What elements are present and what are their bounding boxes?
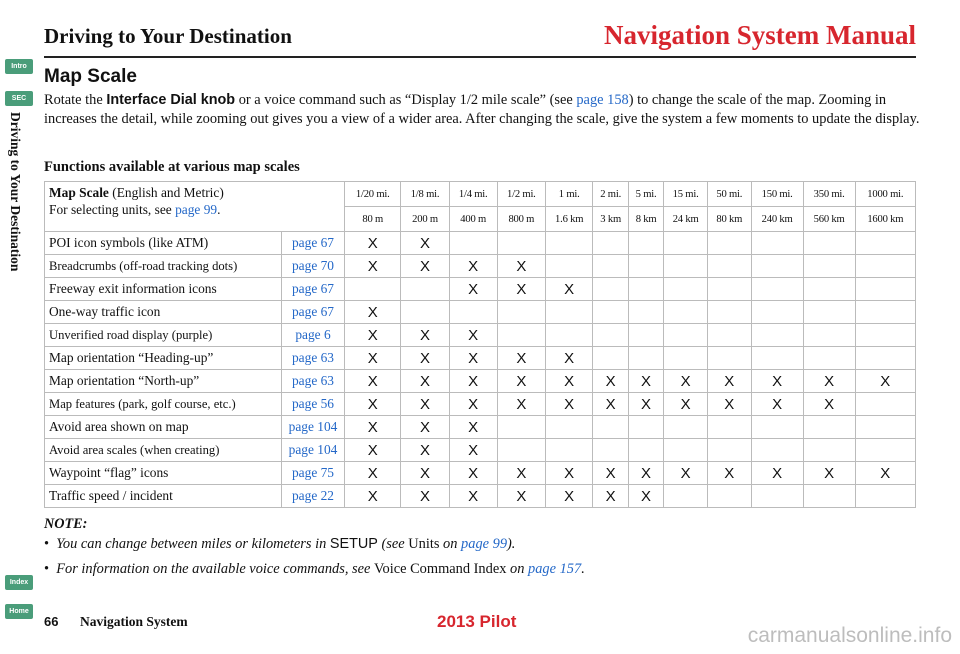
scale-metric-0: 80 m (345, 207, 401, 232)
scale-mark: X (401, 462, 449, 485)
scale-mark (401, 301, 449, 324)
manual-title: Navigation System Manual (603, 20, 916, 50)
scale-mark: X (545, 462, 593, 485)
scale-mark: X (803, 393, 855, 416)
scale-mark: X (497, 393, 545, 416)
scale-mark: X (449, 416, 497, 439)
scale-english-6: 5 mi. (628, 182, 663, 207)
table-row (45, 439, 916, 462)
scale-mark: X (545, 347, 593, 370)
scale-mark (855, 485, 915, 508)
page-link[interactable]: page 104 (282, 416, 345, 439)
scale-mark (751, 485, 803, 508)
scale-mark (545, 439, 593, 462)
scale-mark (593, 278, 628, 301)
scale-metric-1: 200 m (401, 207, 449, 232)
scale-mark (664, 347, 708, 370)
scale-mark (497, 324, 545, 347)
table-row (45, 485, 916, 508)
scale-mark: X (345, 324, 401, 347)
scale-mark: X (664, 370, 708, 393)
scale-mark: X (345, 301, 401, 324)
scale-mark (545, 255, 593, 278)
scale-mark (803, 301, 855, 324)
scale-mark: X (401, 347, 449, 370)
tab-intro[interactable]: Intro (5, 59, 33, 74)
scale-mark: X (707, 370, 751, 393)
scale-mark: X (449, 370, 497, 393)
scale-mark (855, 301, 915, 324)
scale-mark: X (449, 462, 497, 485)
note-label: NOTE: (44, 516, 88, 532)
scale-mark: X (401, 255, 449, 278)
scale-mark (855, 324, 915, 347)
scale-mark (628, 255, 663, 278)
scale-mark (855, 232, 915, 255)
scale-mark: X (664, 393, 708, 416)
scale-mark: X (497, 462, 545, 485)
section-title: Map Scale (44, 66, 137, 87)
page-link[interactable]: page 67 (282, 232, 345, 255)
scale-mark (664, 416, 708, 439)
scale-mark: X (497, 278, 545, 301)
page-158-link[interactable]: page 158 (576, 92, 629, 108)
scale-english-2: 1/4 mi. (449, 182, 497, 207)
scale-mark (751, 416, 803, 439)
scale-mark: X (345, 462, 401, 485)
map-scale-header: Map Scale (English and Metric) For selecting units, see page 99. (45, 182, 345, 232)
scale-mark: X (545, 370, 593, 393)
scale-mark: X (707, 393, 751, 416)
scale-english-4: 1 mi. (545, 182, 593, 207)
scale-mark (449, 232, 497, 255)
scale-mark (707, 485, 751, 508)
scale-mark (803, 232, 855, 255)
units-page-link[interactable]: page 99 (175, 202, 218, 217)
scale-mark (803, 324, 855, 347)
scale-mark: X (593, 393, 628, 416)
scale-mark (855, 416, 915, 439)
scale-mark: X (449, 393, 497, 416)
scale-mark: X (345, 416, 401, 439)
scale-mark (628, 347, 663, 370)
scale-mark (628, 324, 663, 347)
scale-mark (803, 255, 855, 278)
scale-mark (664, 485, 708, 508)
watermark: carmanualsonline.info (747, 624, 952, 647)
table-heading: Functions available at various map scales (44, 159, 300, 175)
scale-mark (497, 416, 545, 439)
scale-mark (751, 439, 803, 462)
scale-mark (628, 278, 663, 301)
scale-mark: X (855, 370, 915, 393)
scale-english-1: 1/8 mi. (401, 182, 449, 207)
scale-mark (707, 278, 751, 301)
scale-english-9: 150 mi. (751, 182, 803, 207)
scale-mark: X (345, 370, 401, 393)
footer-page-number: 66 (44, 614, 59, 629)
scale-mark: X (628, 370, 663, 393)
scale-metric-10: 560 km (803, 207, 855, 232)
scale-english-7: 15 mi. (664, 182, 708, 207)
function-name: Breadcrumbs (off-road tracking dots) (45, 255, 282, 278)
scale-mark (707, 347, 751, 370)
scale-mark (628, 416, 663, 439)
scale-metric-11: 1600 km (855, 207, 915, 232)
page-link[interactable]: page 67 (282, 278, 345, 301)
scale-mark (751, 324, 803, 347)
page-link[interactable]: page 104 (282, 439, 345, 462)
scale-mark: X (803, 462, 855, 485)
scale-mark (545, 232, 593, 255)
scale-mark (628, 301, 663, 324)
scale-mark (664, 278, 708, 301)
function-name: POI icon symbols (like ATM) (45, 232, 282, 255)
scale-mark: X (751, 393, 803, 416)
scale-mark (593, 255, 628, 278)
function-name: Avoid area shown on map (45, 416, 282, 439)
function-name: Freeway exit information icons (45, 278, 282, 301)
scale-mark (803, 416, 855, 439)
scale-mark: X (855, 462, 915, 485)
scale-mark (707, 301, 751, 324)
scale-mark (664, 255, 708, 278)
setup-label: SETUP (329, 536, 378, 552)
table-row (45, 416, 916, 439)
scale-mark (855, 439, 915, 462)
scale-english-8: 50 mi. (707, 182, 751, 207)
footer-label: Navigation System (80, 614, 188, 629)
scale-mark (803, 485, 855, 508)
scale-mark: X (628, 393, 663, 416)
scale-mark (545, 416, 593, 439)
scale-mark: X (345, 347, 401, 370)
table-row (45, 393, 916, 416)
scale-mark: X (401, 370, 449, 393)
scale-mark: X (707, 462, 751, 485)
table-row (45, 278, 916, 301)
scale-mark (628, 232, 663, 255)
function-name: Map features (park, golf course, etc.) (45, 393, 282, 416)
side-title: Driving to Your Destination (8, 112, 23, 272)
function-name: Map orientation “Heading-up” (45, 347, 282, 370)
scale-mark (707, 255, 751, 278)
table-row (45, 462, 916, 485)
scale-mark: X (401, 324, 449, 347)
scale-mark (664, 232, 708, 255)
scale-metric-5: 3 km (593, 207, 628, 232)
function-name: Map orientation “North-up” (45, 370, 282, 393)
scale-mark (664, 324, 708, 347)
page-link[interactable]: page 63 (282, 347, 345, 370)
scale-mark (707, 324, 751, 347)
scale-mark (855, 278, 915, 301)
scale-mark: X (497, 347, 545, 370)
scale-mark: X (449, 347, 497, 370)
page-link[interactable]: page 67 (282, 301, 345, 324)
scale-metric-7: 24 km (664, 207, 708, 232)
scale-mark: X (401, 485, 449, 508)
page-link[interactable]: page 22 (282, 485, 345, 508)
scale-mark: X (545, 393, 593, 416)
scale-mark: X (593, 370, 628, 393)
scale-mark (751, 301, 803, 324)
footer-model: 2013 Pilot (437, 612, 517, 631)
scale-mark (751, 255, 803, 278)
scale-mark: X (593, 485, 628, 508)
scale-mark: X (401, 393, 449, 416)
scale-mark: X (628, 485, 663, 508)
scale-mark: X (401, 232, 449, 255)
scale-mark: X (545, 278, 593, 301)
scale-mark (593, 416, 628, 439)
scale-mark: X (593, 462, 628, 485)
page-link[interactable]: page 63 (282, 370, 345, 393)
scale-mark (497, 439, 545, 462)
scale-mark (803, 347, 855, 370)
intro-paragraph: Rotate the Interface Dial knob or a voice command such as “Display 1/2 mile scale” (see page 158) to change the scale of the map. Zooming in increases the detail, while zooming out gives you a view of a wider area. After changing the scale, give the system a few moments to update the display. (44, 92, 920, 127)
table-row (45, 370, 916, 393)
header-section-title: Driving to Your Destination (44, 24, 292, 48)
function-name: Waypoint “flag” icons (45, 462, 282, 485)
table-row (45, 324, 916, 347)
scale-english-0: 1/20 mi. (345, 182, 401, 207)
scale-mark: X (449, 278, 497, 301)
scale-mark: X (449, 439, 497, 462)
scale-mark (593, 439, 628, 462)
scale-metric-4: 1.6 km (545, 207, 593, 232)
scale-mark: X (751, 370, 803, 393)
scale-mark (751, 347, 803, 370)
scale-mark (593, 232, 628, 255)
scale-mark: X (345, 439, 401, 462)
scale-english-11: 1000 mi. (855, 182, 915, 207)
scale-mark (707, 439, 751, 462)
scale-mark: X (449, 485, 497, 508)
tab-index[interactable]: Index (5, 575, 33, 590)
scale-mark: X (401, 439, 449, 462)
scale-mark (401, 278, 449, 301)
scale-mark (593, 301, 628, 324)
scale-mark (497, 232, 545, 255)
scale-mark: X (449, 324, 497, 347)
page-link[interactable]: page 75 (282, 462, 345, 485)
page-link[interactable]: page 56 (282, 393, 345, 416)
function-name: Unverified road display (purple) (45, 324, 282, 347)
note-bullet-units: • You can change between miles or kilometers in SETUP (see Units on page 99). (44, 536, 516, 552)
table-row (45, 301, 916, 324)
table-row (45, 255, 916, 278)
scale-mark: X (545, 485, 593, 508)
scale-metric-2: 400 m (449, 207, 497, 232)
scale-mark: X (449, 255, 497, 278)
scale-metric-3: 800 m (497, 207, 545, 232)
scale-mark (593, 347, 628, 370)
page-link[interactable]: page 6 (282, 324, 345, 347)
scale-mark (664, 301, 708, 324)
function-name: Avoid area scales (when creating) (45, 439, 282, 462)
table-row (45, 347, 916, 370)
tab-sec[interactable]: SEC (5, 91, 33, 106)
scale-mark (855, 393, 915, 416)
scale-mark (449, 301, 497, 324)
scale-mark (707, 232, 751, 255)
scale-mark (593, 324, 628, 347)
scale-mark: X (664, 462, 708, 485)
voice-page-157-link[interactable]: page 157 (528, 561, 582, 577)
table-header-row (45, 182, 916, 207)
scale-mark (855, 347, 915, 370)
scale-mark (545, 324, 593, 347)
scale-mark: X (628, 462, 663, 485)
scale-mark: X (345, 393, 401, 416)
scale-mark: X (751, 462, 803, 485)
scale-metric-8: 80 km (707, 207, 751, 232)
scale-mark (497, 301, 545, 324)
scale-mark (803, 439, 855, 462)
map-scale-table (44, 181, 916, 508)
scale-mark (751, 232, 803, 255)
scale-mark: X (345, 485, 401, 508)
scale-mark (545, 301, 593, 324)
scale-mark (345, 278, 401, 301)
scale-mark: X (345, 232, 401, 255)
table-row (45, 232, 916, 255)
scale-mark (751, 278, 803, 301)
scale-english-10: 350 mi. (803, 182, 855, 207)
scale-mark: X (497, 370, 545, 393)
function-name: One-way traffic icon (45, 301, 282, 324)
scale-mark: X (497, 485, 545, 508)
scale-mark (855, 255, 915, 278)
note-bullet-voice: • For information on the available voice commands, see Voice Command Index on page 157. (44, 561, 585, 577)
scale-mark: X (401, 416, 449, 439)
scale-mark (707, 416, 751, 439)
scale-metric-6: 8 km (628, 207, 663, 232)
scale-mark (803, 278, 855, 301)
scale-mark: X (497, 255, 545, 278)
scale-mark (628, 439, 663, 462)
scale-english-3: 1/2 mi. (497, 182, 545, 207)
page-link[interactable]: page 70 (282, 255, 345, 278)
tab-home[interactable]: Home (5, 604, 33, 619)
knob-name: Interface Dial knob (106, 92, 236, 108)
scale-english-5: 2 mi. (593, 182, 628, 207)
header-rule (44, 56, 916, 58)
scale-mark: X (345, 255, 401, 278)
scale-mark (664, 439, 708, 462)
scale-metric-9: 240 km (751, 207, 803, 232)
function-name: Traffic speed / incident (45, 485, 282, 508)
scale-mark: X (803, 370, 855, 393)
units-page-99-link[interactable]: page 99 (461, 536, 508, 552)
